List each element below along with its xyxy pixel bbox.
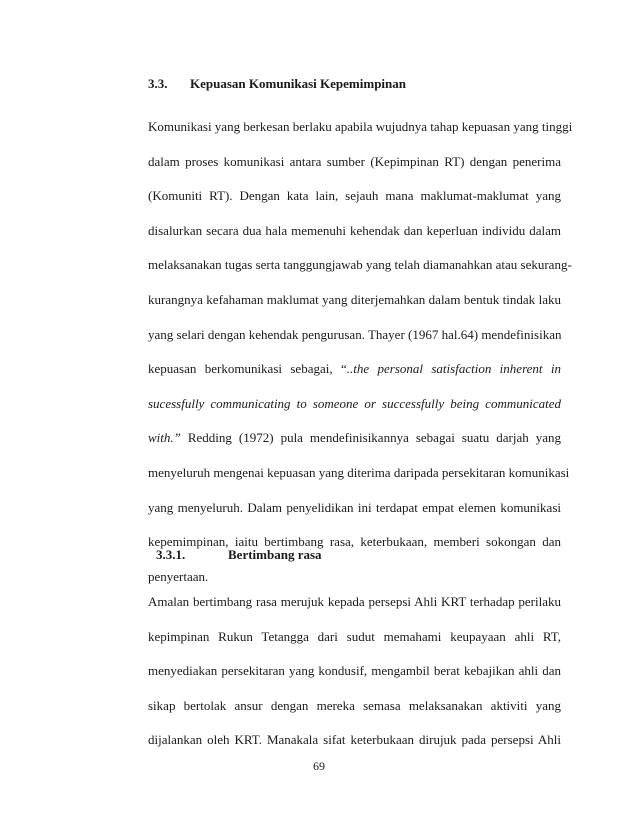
section-title: Kepuasan Komunikasi Kepemimpinan (190, 76, 406, 91)
section-number: 3.3. (148, 76, 168, 91)
text-line: kurangnya kefahaman maklumat yang diterjemahkan dalam bentuk tindak laku (148, 291, 561, 307)
text-line: (Komuniti RT). Dengan kata lain, sejauh mana maklumat-maklumat yang (148, 188, 561, 204)
text-line: yang selari dengan kehendak pengurusan. Thayer (1967 hal.64) mendefinisikan (148, 326, 562, 342)
text-line: menyeluruh mengenai kepuasan yang diterima daripada persekitaran komunikasi (148, 464, 570, 480)
paragraph-1 (148, 110, 573, 594)
text-line: disalurkan secara dua hala memenuhi kehendak dan keperluan individu dalam (148, 222, 561, 238)
text-line: sikap bertolak ansur dengan mereka semasa melaksanakan aktiviti yang (148, 697, 561, 713)
page-number: 69 (313, 759, 325, 773)
quote-italic: ..the personal satisfaction inherent in (346, 361, 562, 377)
quote-italic-line: sucessfully communicating to someone or successfully being communicated (148, 395, 561, 411)
section-heading (148, 76, 406, 92)
text-line: melaksanakan tugas serta tanggungjawab yang telah diamanahkan atau sekurang- (148, 257, 572, 273)
subsection-title: Bertimbang rasa (228, 547, 322, 562)
text-line: penyertaan. (148, 568, 209, 584)
text-line: Komunikasi yang berkesan berlaku apabila wujudnya tahap kepuasan yang tinggi (148, 119, 573, 134)
text-run: kepuasan berkomunikasi sebagai, “ (148, 361, 347, 377)
text-line (148, 352, 561, 387)
text-line: menyediakan persekitaran yang kondusif, mengambil berat kebajikan ahli dan (148, 663, 561, 679)
quote-italic: with.” (148, 430, 181, 446)
text-line: kepimpinan Rukun Tetangga dari sudut memahami keupayaan ahli RT, (148, 628, 561, 644)
text-line: dalam proses komunikasi antara sumber (Kepimpinan RT) dengan penerima (148, 153, 561, 169)
text-line: dijalankan oleh KRT. Manakala sifat keterbukaan dirujuk pada persepsi Ahli (148, 732, 561, 748)
text-line: kepemimpinan, iaitu bertimbang rasa, keterbukaan, memberi sokongan dan (148, 534, 561, 550)
text-line: yang menyeluruh. Dalam penyelidikan ini terdapat empat elemen komunikasi (148, 499, 561, 515)
subsection-heading (156, 547, 322, 563)
text-line: Amalan bertimbang rasa merujuk kepada persepsi Ahli KRT terhadap perilaku (148, 594, 561, 609)
paragraph-2 (148, 585, 561, 758)
subsection-number: 3.3.1. (156, 547, 186, 562)
text-line (148, 421, 561, 456)
text-run: Redding (1972) pula mendefinisikannya sebagai suatu darjah yang (180, 430, 561, 446)
